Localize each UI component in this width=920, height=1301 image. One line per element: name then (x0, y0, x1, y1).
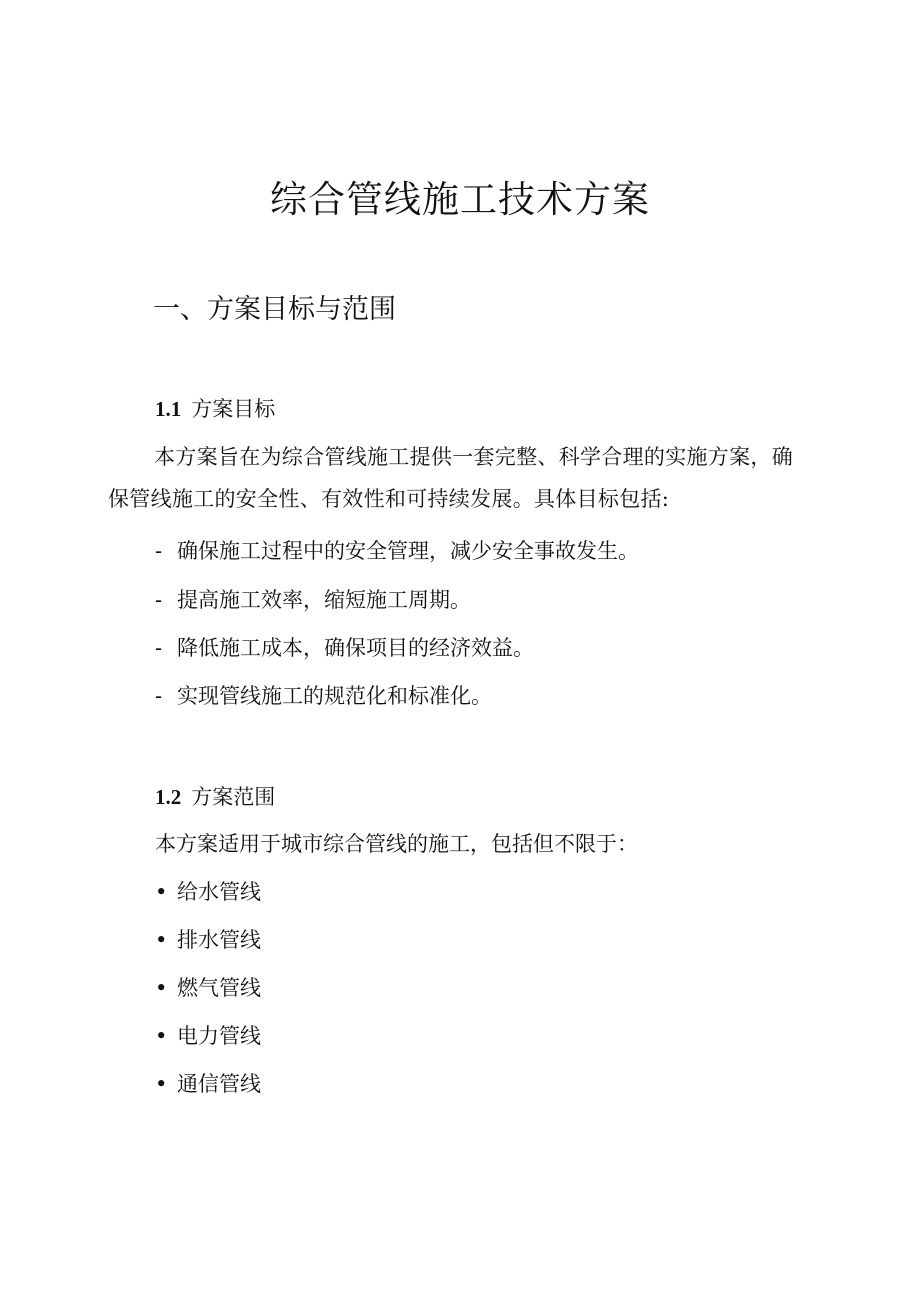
subsection-title: 方案范围 (191, 785, 276, 809)
scope-item-text: 给水管线 (177, 880, 261, 904)
goal-item (155, 680, 492, 712)
scope-item-text: 排水管线 (177, 928, 261, 952)
subsection-number: 1.2 (155, 785, 182, 809)
bullet-marker: • (155, 976, 168, 1000)
goal-item (155, 632, 534, 664)
goal-item-text: 降低施工成本，确保项目的经济效益。 (177, 636, 534, 660)
scope-paragraph: 本方案适用于城市综合管线的施工，包括但不限于： (155, 832, 638, 856)
section-heading: 一、方案目标与范围 (153, 294, 396, 325)
subsection-heading-goals (155, 393, 275, 425)
subsection-title: 方案目标 (191, 397, 276, 421)
subsection-number: 1.1 (155, 397, 182, 421)
goal-item (155, 535, 639, 567)
scope-item (155, 972, 261, 1004)
dash-marker: - (155, 684, 163, 708)
goal-item-text: 提高施工效率，缩短施工周期。 (177, 588, 471, 612)
scope-item (155, 924, 261, 956)
scope-item (155, 1068, 261, 1100)
dash-marker: - (155, 636, 163, 660)
dash-marker: - (155, 588, 163, 612)
bullet-marker: • (155, 1024, 168, 1048)
scope-item-text: 燃气管线 (177, 976, 261, 1000)
scope-item-text: 通信管线 (177, 1072, 261, 1096)
subsection-heading-scope (155, 781, 275, 813)
bullet-marker: • (155, 928, 168, 952)
bullet-marker: • (155, 1072, 168, 1096)
dash-marker: - (155, 539, 163, 563)
goal-item-text: 确保施工过程中的安全管理，减少安全事故发生。 (177, 539, 639, 563)
document-title: 综合管线施工技术方案 (270, 178, 650, 221)
bullet-marker: • (155, 880, 168, 904)
scope-item (155, 1020, 261, 1052)
goals-paragraph: 本方案旨在为综合管线施工提供一套完整、科学合理的实施方案，确保管线施工的安全性、有效性和可持续发展。具体目标包括: (108, 445, 793, 511)
scope-item-text: 电力管线 (177, 1024, 261, 1048)
goal-item-text: 实现管线施工的规范化和标准化。 (177, 684, 492, 708)
scope-item (155, 876, 261, 908)
goal-item (155, 584, 471, 616)
